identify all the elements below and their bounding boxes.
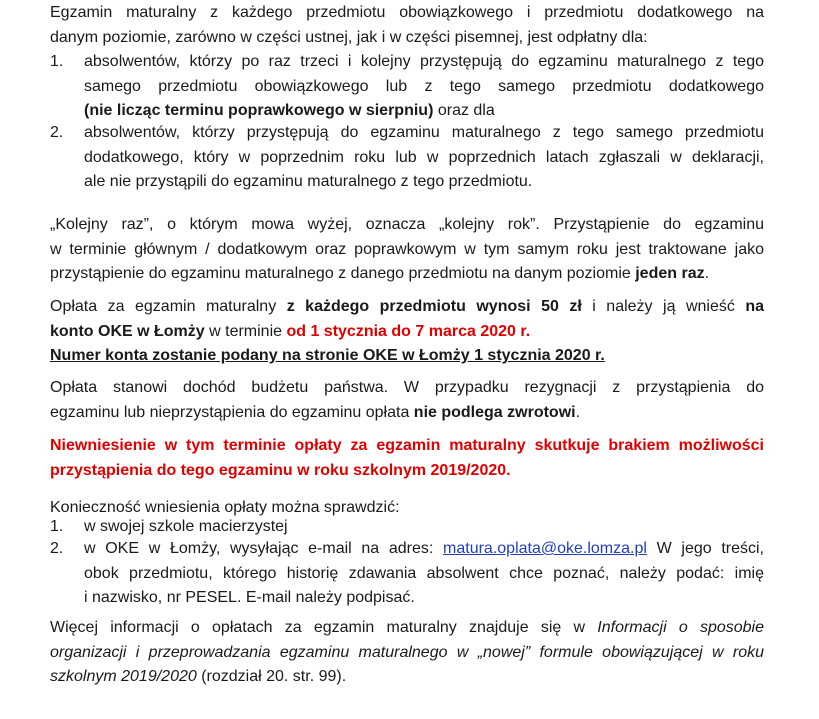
paragraph-text: (rozdział 20. str. 99). [196,668,347,685]
paragraph-text: Więcej informacji o opłatach za egzamin maturalny znajduje się w [50,619,598,636]
paragraph-text: egzaminu lub nieprzystąpienia do egzaminu opłata [50,403,414,421]
intro-line-2: danym poziomie, zarówno w części ustnej, jak i w części pisemnej, jest odpłatny dla: [50,28,648,46]
paragraph-text: i należy ją wnieść [581,298,746,315]
budget-paragraph [50,376,764,425]
list-item [50,537,764,611]
list-item [50,50,764,124]
paragraph-text: . [575,403,581,421]
list-item-line: w swojej szkole macierzystej [84,518,288,535]
bold-phrase: na [745,298,765,315]
list-item-line: absolwentów, którzy przystępują do egzaminu maturalnego z tego samego przedmiotu [84,124,764,141]
list-number: 1. [50,518,64,535]
document-title: organizacji i przeprowadzania egzaminu maturalnego w „nowej” formule obowiązującej w roku [50,643,764,661]
paragraph-text: Opłata za egzamin maturalny [50,298,287,315]
document-title: Informacji o sposobie [597,619,765,636]
list-item-text: w OKE w Łomży, wysyłając e-mail na adres: [84,540,444,557]
paragraph-text: . [704,265,710,282]
warning-line: przystąpienia do tego egzaminu w roku szkolnym 2019/2020. [50,461,511,479]
bold-phrase: (nie licząc terminu poprawkowego w sierpniu) [84,102,434,119]
bold-phrase: jeden raz [635,265,705,282]
paragraph-line [50,665,764,690]
list-item-text: W jego treści, [646,540,765,557]
intro-line-1: Egzamin maturalny z każdego przedmiotu obowiązkowego i przedmiotu dodatkowego na [50,4,764,21]
list-item-text: oraz dla [433,102,495,119]
fee-paragraph [50,295,764,369]
paragraph-line [50,262,764,287]
paragraph-text: w terminie [204,322,287,340]
paragraph-line: w terminie głównym / dodatkowym oraz poprawkowym w tym samym roku jest traktowane jako [50,240,764,258]
email-link[interactable]: matura.oplata@oke.lomza.pl [443,540,647,557]
fee-amount: z każdego przedmiotu wynosi 50 zł [286,298,582,315]
fee-deadline: od 1 stycznia do 7 marca 2020 r. [286,322,531,340]
bold-phrase: konto OKE w Łomży [50,322,205,340]
more-info-paragraph [50,616,764,690]
list-item-line [84,99,764,124]
list-item-line: i nazwisko, nr PESEL. E-mail należy podpisać. [84,589,415,606]
list-item-line: obok przedmiotu, którego historię zdawania absolwent chce poznać, należy podać: imię [84,564,764,582]
list-item [50,121,764,195]
warning-paragraph [50,434,764,483]
list-number: 2. [50,540,64,557]
list-number: 1. [50,53,64,70]
list-item [50,515,764,540]
list-item-line: samego przedmiotu obowiązkowego lub z tego samego przedmiotu dodatkowego [84,77,764,95]
list-number: 2. [50,124,64,141]
check-heading-text: Konieczność wniesienia opłaty można sprawdzić: [50,499,400,516]
paragraph-line: Opłata stanowi dochód budżetu państwa. W przypadku rezygnacji z przystąpienia do [50,379,764,396]
list-item-line: dodatkowego, który w poprzednim roku lub w poprzednich latach zgłaszali w deklaracji, [84,148,764,166]
intro-paragraph [50,1,764,50]
list-item-line: ale nie przystąpili do egzaminu maturalnego z tego przedmiotu. [84,173,533,190]
paragraph-line [50,616,764,641]
paragraph-line: „Kolejny raz”, o którym mowa wyżej, oznacza „kolejny rok”. Przystąpienie do egzaminu [50,216,764,233]
account-number-notice: Numer konta zostanie podany na stronie OKE w Łomży 1 stycznia 2020 r. [50,347,605,364]
paragraph-line [50,295,764,320]
document-title: szkolnym 2019/2020 [50,668,197,685]
list-item-line: absolwentów, którzy po raz trzeci i kolejny przystępują do egzaminu maturalnego z tego [84,53,764,70]
paragraph-line [50,320,764,345]
list-item-line [84,537,764,562]
warning-line: Niewniesienie w tym terminie opłaty za egzamin maturalny skutkuje brakiem możliwości [50,437,764,454]
bold-phrase: nie podlega zwrotowi [413,403,576,421]
kolejny-raz-paragraph [50,213,764,287]
paragraph-line [50,401,764,426]
paragraph-text: przystąpienie do egzaminu maturalnego z danego przedmiotu na danym poziomie [50,265,636,282]
